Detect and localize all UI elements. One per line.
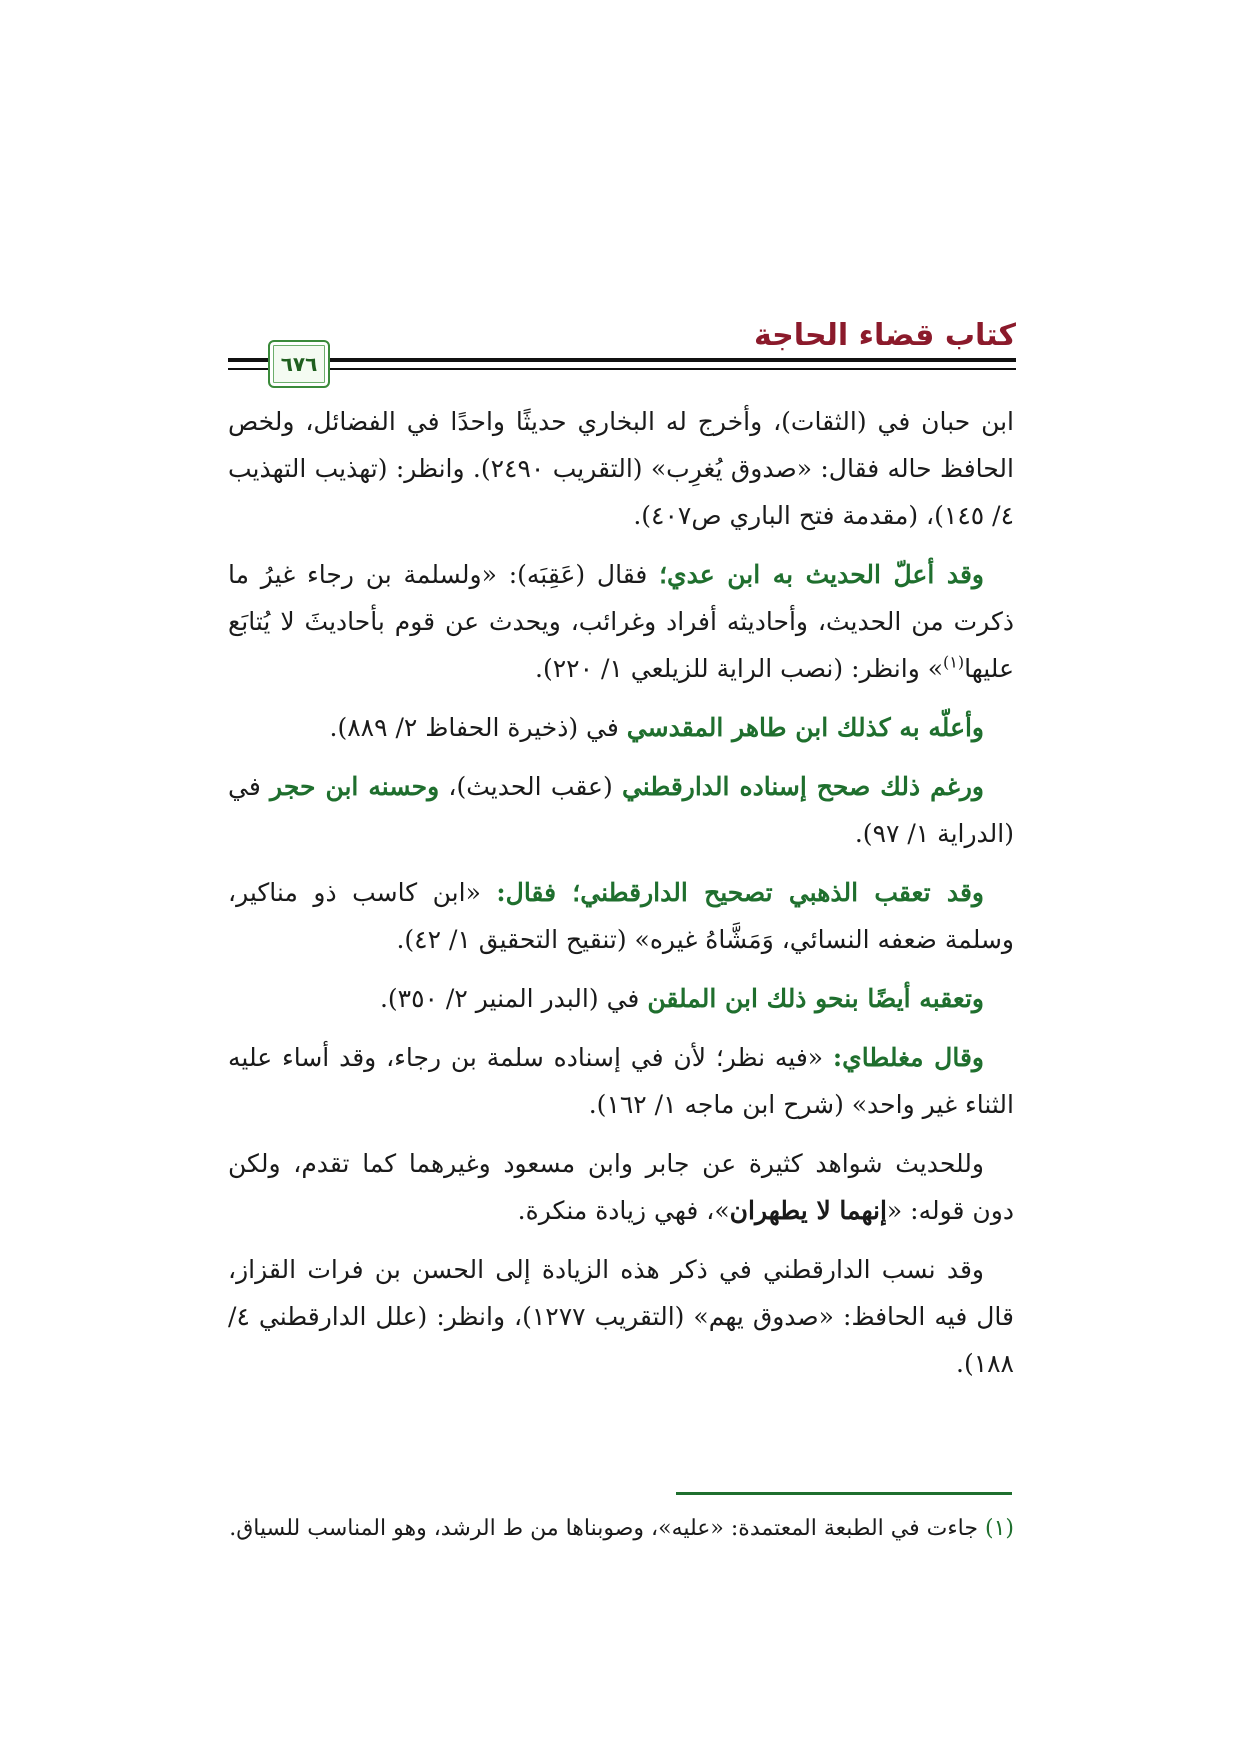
emphasis-text: وقد تعقب الذهبي تصحيح الدارقطني؛ فقال:: [496, 878, 984, 907]
main-text: [228, 398, 1014, 1399]
paragraph-5-text: «ابن كاسب ذو مناكير، وسلمة ضعفه النسائي، وَمَشَّاهُ غيره» (تنقيح التحقيق ١/ ٤٢).: [228, 878, 1014, 954]
footnote-separator: [676, 1492, 1012, 1495]
paragraph-1-text: ابن حبان في (الثقات)، وأخرج له البخاري حديثًا واحدًا في الفضائل، ولخص الحافظ حاله فقال: «صدوق يُغرِب» (التقريب ٢٤٩٠). وانظر: (تهذيب التهذيب ٤/ ١٤٥)، (مقدمة فتح الباري ص٤٠٧).: [228, 407, 1014, 530]
paragraph-4: [228, 763, 1014, 857]
emphasis-text: وتعقبه أيضًا بنحو ذلك ابن الملقن: [647, 984, 984, 1013]
footnote-text: جاءت في الطبعة المعتمدة: «عليه»، وصوبناها من ط الرشد، وهو المناسب للسياق.: [229, 1516, 985, 1541]
footnote-number: (١): [984, 1516, 1014, 1541]
paragraph-9: [228, 1246, 1014, 1387]
header-rule-left-bottom: [228, 368, 268, 370]
book-title: كتاب قضاء الحاجة: [753, 318, 1016, 353]
page-number-badge: [268, 340, 330, 388]
paragraph-7: [228, 1034, 1014, 1128]
footnote-ref[interactable]: (١): [943, 652, 965, 672]
paragraph-3: [228, 704, 1014, 751]
paragraph-9-text: وقد نسب الدارقطني في ذكر هذه الزيادة إلى الحسن بن فرات القزاز، قال فيه الحافظ: «صدوق يهم» (التقريب ١٢٧٧)، وانظر: (علل الدارقطني ٤/ ١٨٨).: [228, 1255, 1015, 1378]
paragraph-2-text-b: » وانظر: (نصب الراية للزيلعي ١/ ٢٢٠).: [535, 654, 944, 683]
paragraph-7-text: «فيه نظر؛ لأن في إسناده سلمة بن رجاء، وقد أساء عليه الثناء غير واحد» (شرح ابن ماجه ١/ ١٦٢).: [228, 1043, 1014, 1119]
paragraph-8-text-b: »، فهي زيادة منكرة.: [517, 1196, 730, 1225]
paragraph-4-text: في (الدراية ١/ ٩٧).: [228, 772, 1014, 848]
paragraph-6-text: في (البدر المنير ٢/ ٣٥٠).: [379, 984, 648, 1013]
paragraph-1: [228, 398, 1014, 539]
header-rule-left-top: [228, 358, 268, 362]
emphasis-text: وحسنه ابن حجر: [270, 772, 440, 801]
paragraph-8: [228, 1140, 1014, 1234]
header-rule-top: [266, 358, 1016, 362]
paragraph-4-text-mid: (عقب الحديث)،: [439, 772, 622, 801]
page-header: [228, 312, 1016, 392]
paragraph-5: [228, 869, 1014, 963]
paragraph-3-text: في (ذخيرة الحفاظ ٢/ ٨٨٩).: [329, 713, 627, 742]
page-number: ٦٧٦: [280, 352, 318, 376]
emphasis-text: وقال مغلطاي:: [832, 1043, 984, 1072]
emphasis-text: وأعلّه به كذلك ابن طاهر المقدسي: [626, 713, 984, 742]
emphasis-text: ورغم ذلك صحح إسناده الدارقطني: [621, 772, 984, 801]
quoted-phrase: إنهما لا يطهران: [729, 1196, 887, 1225]
paragraph-2-text-a: فقال (عَقِبَه): «ولسلمة بن رجاء غيرُ ما ذكرت من الحديث، وأحاديثه أفراد وغرائب، ويحدث عن قوم بأحاديثَ لا يُتابَع عليها: [228, 560, 1014, 683]
footnote: [228, 1508, 1014, 1550]
paragraph-6: [228, 975, 1014, 1022]
paragraph-8-text-a: وللحديث شواهد كثيرة عن جابر وابن مسعود وغيرهما كما تقدم، ولكن دون قوله: «: [228, 1149, 1014, 1225]
emphasis-text: وقد أعلّ الحديث به ابن عدي؛: [659, 560, 984, 589]
header-rule-bottom: [266, 368, 1016, 370]
paragraph-2: [228, 551, 1014, 692]
